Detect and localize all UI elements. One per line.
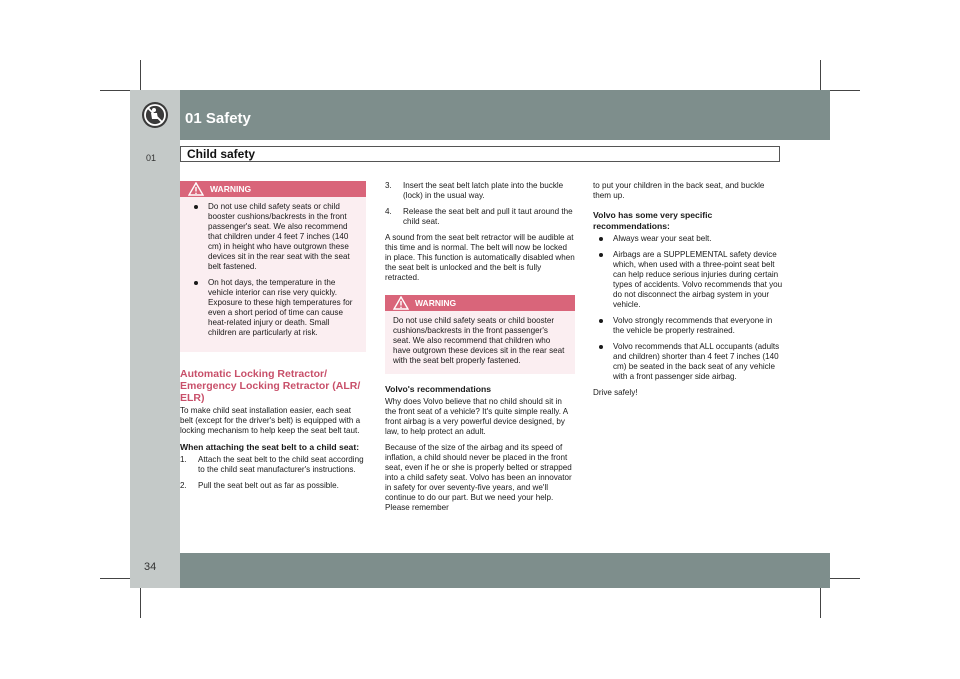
section-title-bar [180,146,780,162]
middle-column [385,181,575,519]
continued-paragraph: to put your children in the back seat, and buckle them up. [593,181,765,200]
step-item [180,481,366,491]
crop-mark [820,60,821,90]
page-number: 34 [144,561,157,573]
step-text: Insert the seat belt latch plate into the buckle (lock) in the usual way. [403,181,564,200]
warning-text: Do not use child safety seats or child booster cushions/backrests in the front passenger's seat. We also recommend that children who have outgrown these devices sit in the rear seat with the seat belt properly fastened. [393,316,565,365]
alr-heading: Automatic Locking Retractor/ Emergency Locking Retractor (ALR/ ELR) [180,368,361,404]
step-item [180,455,366,475]
sound-paragraph: A sound from the seat belt retractor will be audible at this time and is normal. The belt will now be locked in place. This function is automatically disabled when the seat belt is unlocked and the belt is fully retracted. [385,233,575,282]
recommendations-paragraph: Because of the size of the airbag and its speed of inflation, a child should never be placed in the front seat, even if he or she is properly belted or strapped into a child safety seat. Volvo has been an innovator in safety for over seventy-five years, and we'll continue to do our part. But we need your help. Please remember [385,443,572,512]
left-column [180,181,366,497]
recommendations-paragraph: Why does Volvo believe that no child should sit in the front seat of a vehicle? It's quite simple really. A front airbag is a very powerful device designed, by law, to help protect an adult. [385,397,568,436]
step-number: 3. [385,181,392,190]
alr-paragraph: To make child seat installation easier, each seat belt (except for the driver's belt) is equipped with a locking mechanism to help keep the seat belt taut. [180,406,361,435]
warning-label: WARNING [415,298,457,308]
warning-header [180,181,366,197]
step-item [385,181,575,201]
step-text: Release the seat belt and pull it taut around the child seat. [403,207,573,226]
attach-heading: When attaching the seat belt to a child seat: [180,442,360,452]
step-number: 1. [180,455,187,464]
warning-triangle-icon [188,182,204,196]
warning-box [385,295,575,374]
step-number: 4. [385,207,392,216]
recommendation-bullet: Volvo strongly recommends that everyone in the vehicle be properly restrained. [593,316,783,336]
recommendation-bullet: Airbags are a SUPPLEMENTAL safety device which, when used with a three-point seat belt can help reduce serious injuries during certain types of accidents. Volvo recommends that you do not disconnect the airbag system in your vehicle. [593,250,783,310]
recommendations-heading: Volvo's recommendations [385,384,491,394]
warning-bullet: Do not use child safety seats or child booster cushions/backrests in the front passenger's seat. We also recommend that children under 4 feet 7 inches (140 cm) in height who have outgrown these devices sit in the rear seat with the seat belt fastened. [188,202,358,272]
step-text: Pull the seat belt out as far as possible. [198,481,339,490]
crop-mark [820,588,821,618]
recommendation-bullet: Volvo recommends that ALL occupants (adults and children) shorter than 4 feet 7 inches (140 cm) be seated in the back seat of any vehicle with a front passenger side airbag. [593,342,783,382]
side-chapter-number: 01 [146,153,157,163]
right-column [593,181,783,404]
chapter-title: 01 Safety [185,110,251,127]
crop-mark [140,588,141,618]
warning-box [180,181,366,352]
crop-mark [140,60,141,90]
crop-mark [830,90,860,91]
side-column [130,140,180,553]
step-number: 2. [180,481,187,490]
warning-header [385,295,575,311]
section-title: Child safety [187,147,256,161]
step-text: Attach the seat belt to the child seat according to the child seat manufacturer's instructions. [198,455,364,474]
crop-mark [100,578,130,579]
warning-triangle-icon [393,296,409,310]
warning-label: WARNING [210,184,252,194]
specific-recommendations-heading: Volvo has some very specific recommendations: [593,210,713,231]
recommendation-bullet: Always wear your seat belt. [593,234,783,244]
footer-band [180,553,830,588]
warning-bullet: On hot days, the temperature in the vehicle interior can rise very quickly. Exposure to these high temperatures for even a short period of time can cause heat-related injury or death. Small children are particularly at risk. [188,278,358,338]
no-child-seat-icon [141,101,169,129]
crop-mark [100,90,130,91]
step-item [385,207,575,227]
closing-text: Drive safely! [593,388,638,397]
crop-mark [830,578,860,579]
